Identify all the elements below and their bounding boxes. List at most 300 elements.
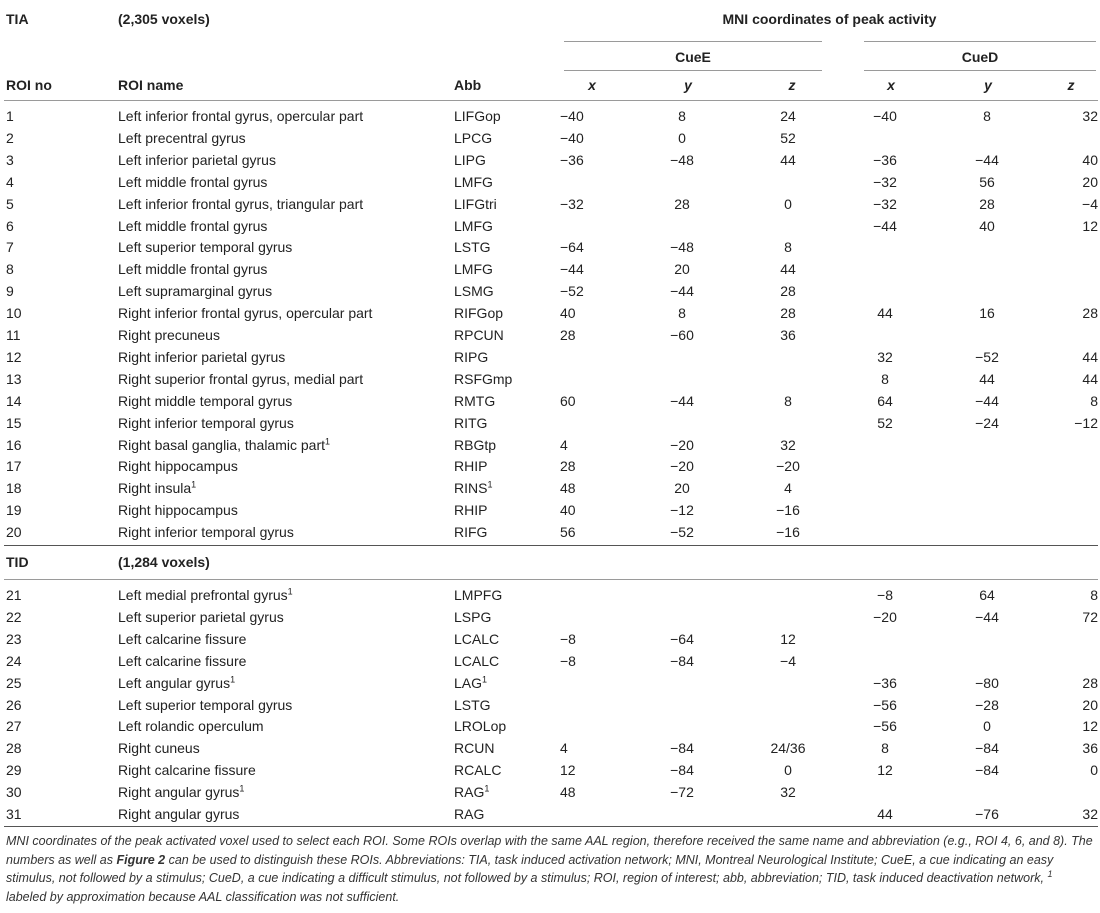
cued-z: −12 — [1074, 414, 1098, 431]
roi-abb — [454, 260, 493, 278]
roi-name — [118, 260, 267, 278]
cuee-z: 24/36 — [770, 740, 806, 757]
roi-name-text: Left superior temporal gyrus — [118, 239, 293, 256]
cuee-x: −44 — [560, 261, 584, 278]
roi-name — [118, 586, 293, 604]
roi-name-text: Left inferior frontal gyrus, opercular part — [118, 108, 364, 124]
cuee-z: 52 — [780, 129, 796, 146]
cued-z: −4 — [1082, 195, 1098, 212]
cuee-x: 48 — [560, 784, 576, 801]
table-row — [0, 105, 1100, 127]
roi-no: 3 — [6, 151, 14, 168]
roi-abb — [454, 436, 496, 454]
roi-abb-text: RHIP — [454, 458, 488, 475]
roi-abb — [454, 173, 493, 191]
cued-x: 52 — [877, 414, 893, 431]
roi-abb-text: LIPG — [454, 151, 486, 168]
roi-name — [118, 696, 292, 714]
roi-name-text: Right angular gyrus — [118, 806, 240, 822]
roi-abb — [454, 652, 499, 670]
roi-abb — [454, 674, 487, 692]
cued-y: 28 — [979, 195, 995, 212]
roi-name-text: Right precuneus — [118, 327, 220, 343]
cued-x: 8 — [881, 740, 889, 757]
table-row — [0, 477, 1100, 499]
roi-abb — [454, 717, 506, 735]
roi-no: 7 — [6, 239, 14, 256]
cued-z: 72 — [1082, 608, 1098, 625]
roi-no: 28 — [6, 740, 22, 757]
roi-abb — [454, 630, 499, 648]
cuee-y: −44 — [670, 392, 694, 409]
cuee-z: 24 — [780, 108, 796, 124]
cuee-z: 28 — [780, 283, 796, 300]
cuee-x: 4 — [560, 740, 568, 757]
roi-name-text: Left inferior parietal gyrus — [118, 151, 276, 168]
cued-y: −84 — [975, 740, 999, 757]
table-row — [0, 694, 1100, 716]
cuee-x: −40 — [560, 108, 584, 124]
roi-no: 13 — [6, 370, 22, 387]
table-row — [0, 215, 1100, 237]
cuee-x: −8 — [560, 630, 576, 647]
roi-abb — [454, 151, 486, 169]
roi-abb-text: RITG — [454, 414, 488, 431]
cuee-y: −44 — [670, 283, 694, 300]
mni-underline-cuee — [564, 41, 822, 42]
cuee-y: −72 — [670, 784, 694, 801]
roi-abb-text: LAG — [454, 674, 483, 691]
roi-name-text: Left angular gyrus — [118, 674, 231, 691]
roi-abb-text: RHIP — [454, 502, 488, 519]
cuee-x: 56 — [560, 524, 576, 541]
roi-name-text: Right insula — [118, 480, 192, 497]
roi-name-text: Right inferior temporal gyrus — [118, 414, 294, 431]
col-cued-x: x — [887, 77, 895, 93]
cued-x: 8 — [881, 370, 889, 387]
table-row — [0, 650, 1100, 672]
roi-abb-text: RBGtp — [454, 436, 497, 453]
cued-x: −32 — [873, 195, 897, 212]
roi-abb-text: RIPG — [454, 348, 489, 365]
roi-abb — [454, 696, 491, 714]
cued-y: −28 — [975, 696, 999, 713]
roi-abb — [454, 348, 488, 366]
cued-x: −8 — [877, 587, 893, 603]
roi-name-text: Left supramarginal gyrus — [118, 283, 273, 300]
cued-x: 12 — [877, 762, 893, 779]
cuee-y: 0 — [678, 129, 686, 146]
footnote-text-1: MNI coordinates of the peak activated voxel used to select each ROI. Some ROIs overlap with the same AAL region, therefore received the same name and abbreviation (e.g., ROI 4, 6, and 8). The numbers as well as — [6, 834, 1093, 867]
col-roi-no: ROI no — [6, 77, 52, 93]
roi-name — [118, 370, 363, 388]
roi-name-text: Left superior temporal gyrus — [118, 696, 293, 713]
table-row — [0, 455, 1100, 477]
roi-name — [118, 501, 238, 519]
roi-name — [118, 151, 276, 169]
table-row — [0, 584, 1100, 606]
roi-no: 22 — [6, 608, 22, 625]
table-bottom-rule — [4, 826, 1098, 827]
roi-no: 27 — [6, 718, 22, 735]
roi-abb-text: LROLop — [454, 718, 507, 735]
roi-name-footnote-mark: 1 — [287, 586, 293, 597]
cuee-z: 4 — [784, 480, 792, 497]
cuee-x: 4 — [560, 436, 568, 453]
cued-y: 40 — [979, 217, 995, 234]
footnote-text-2: can be used to distinguish these ROIs. Abbreviations: TIA, task induced activation network; MNI, Montreal Neurological Institute; CueE, a cue indicating an easy stimulus, not followed by a stimulus; CueD, a cue indicating a difficult stimulus, not followed by a stimulus; ROI, region of interest; abb, abbreviation; TID, task induced deactivation network, — [6, 852, 1054, 886]
roi-name-text: Right superior frontal gyrus, medial part — [118, 370, 364, 387]
roi-abb-text: RSFGmp — [454, 370, 513, 387]
roi-name-text: Right calcarine fissure — [118, 762, 256, 779]
roi-name — [118, 739, 200, 757]
cuee-z: −20 — [776, 458, 800, 475]
roi-no: 2 — [6, 129, 14, 146]
roi-abb-text: RCUN — [454, 740, 495, 757]
table-row — [0, 149, 1100, 171]
cuee-x: −64 — [560, 239, 584, 256]
cued-z: 28 — [1082, 674, 1098, 691]
roi-abb — [454, 304, 503, 322]
roi-no: 26 — [6, 696, 22, 713]
cued-z: 40 — [1082, 151, 1098, 168]
cued-x: 32 — [877, 348, 893, 365]
table-footnote — [6, 832, 1096, 906]
cuee-y: −48 — [670, 151, 694, 168]
table-row — [0, 781, 1100, 803]
cuee-y: 8 — [678, 305, 686, 322]
roi-name — [118, 761, 256, 779]
roi-name-text: Left calcarine fissure — [118, 652, 247, 669]
cuee-y: 20 — [674, 480, 690, 497]
cued-underline — [864, 70, 1096, 71]
tid-voxels: (1,284 voxels) — [118, 554, 210, 570]
roi-no: 16 — [6, 436, 22, 453]
roi-name-text: Right angular gyrus — [118, 784, 240, 801]
footnote-text-3: labeled by approximation because AAL classification was not sufficient. — [6, 889, 400, 904]
cuee-x: −8 — [560, 652, 576, 669]
roi-name-text: Right inferior frontal gyrus, opercular part — [118, 305, 373, 322]
cued-x: −36 — [873, 151, 897, 168]
roi-name — [118, 805, 239, 823]
col-roi-name: ROI name — [118, 77, 184, 93]
roi-name-text: Left medial prefrontal gyrus — [118, 587, 288, 603]
roi-no: 23 — [6, 630, 22, 647]
roi-no: 19 — [6, 502, 22, 519]
mni-title: MNI coordinates of peak activity — [722, 11, 937, 27]
roi-name — [118, 783, 244, 801]
tid-header-rule — [4, 579, 1098, 580]
roi-abb-text: LMPFG — [454, 587, 503, 603]
roi-name — [118, 436, 330, 454]
cuee-y: −84 — [670, 740, 694, 757]
roi-abb — [454, 783, 489, 801]
roi-name — [118, 282, 272, 300]
cuee-z: −16 — [776, 502, 800, 519]
cued-z: 32 — [1082, 806, 1098, 822]
roi-no: 8 — [6, 261, 14, 278]
cuee-label: CueE — [675, 49, 711, 65]
cuee-x: −40 — [560, 129, 584, 146]
cued-z: 8 — [1090, 587, 1098, 603]
roi-name — [118, 523, 294, 541]
cuee-y: 28 — [674, 195, 690, 212]
cued-x: −36 — [873, 674, 897, 691]
cued-y: −44 — [975, 392, 999, 409]
cued-z: 12 — [1082, 718, 1098, 735]
cued-y: 64 — [979, 587, 995, 603]
roi-abb-text: LSMG — [454, 283, 494, 300]
roi-no: 11 — [6, 327, 21, 343]
cued-label: CueD — [961, 49, 999, 65]
table-row — [0, 434, 1100, 456]
cuee-z: 32 — [780, 436, 796, 453]
table-row — [0, 759, 1100, 781]
cued-z: 32 — [1082, 108, 1098, 124]
table-row — [0, 171, 1100, 193]
cuee-y: −64 — [670, 630, 694, 647]
cued-y: 16 — [979, 305, 995, 322]
roi-no: 18 — [6, 480, 22, 497]
tid-label: TID — [6, 554, 29, 570]
roi-abb-text: LSTG — [454, 696, 491, 713]
roi-abb — [454, 739, 494, 757]
cuee-z: 36 — [780, 327, 796, 343]
col-abb: Abb — [454, 77, 482, 93]
footnote-figure-ref: Figure 2 — [116, 852, 166, 867]
roi-name — [118, 479, 196, 497]
cued-y: 44 — [979, 370, 995, 387]
cuee-y: −84 — [670, 652, 694, 669]
roi-name-text: Right hippocampus — [118, 502, 238, 519]
roi-no: 12 — [6, 348, 22, 365]
tia-section-rule — [4, 545, 1098, 546]
roi-name-text: Right inferior parietal gyrus — [118, 348, 286, 365]
tia-voxels: (2,305 voxels) — [118, 11, 210, 27]
roi-abb — [454, 457, 487, 475]
roi-name-text: Left inferior frontal gyrus, triangular part — [118, 195, 364, 212]
roi-abb — [454, 129, 492, 147]
roi-abb-footnote-mark: 1 — [484, 783, 490, 794]
roi-name-footnote-mark: 1 — [230, 673, 236, 684]
cuee-x: 12 — [560, 762, 576, 779]
cuee-y: 20 — [674, 261, 690, 278]
roi-abb — [454, 370, 512, 388]
roi-name — [118, 652, 246, 670]
cued-y: 56 — [979, 173, 995, 190]
cued-y: 8 — [983, 108, 991, 124]
cued-y: 0 — [983, 718, 991, 735]
roi-abb-text: RINS — [454, 480, 488, 497]
roi-name — [118, 348, 285, 366]
table-row — [0, 258, 1100, 280]
cued-x: −40 — [873, 108, 897, 124]
roi-name-text: Right middle temporal gyrus — [118, 392, 293, 409]
cued-y: −24 — [975, 414, 999, 431]
roi-name — [118, 392, 292, 410]
roi-name-text: Left middle frontal gyrus — [118, 173, 268, 190]
cuee-x: 48 — [560, 480, 576, 497]
cued-y: −80 — [975, 674, 999, 691]
cued-x: −32 — [873, 173, 897, 190]
roi-no: 29 — [6, 762, 22, 779]
cued-y: −84 — [975, 762, 999, 779]
roi-abb-text: LMFG — [454, 217, 493, 234]
roi-abb-text: RPCUN — [454, 327, 504, 343]
roi-abb — [454, 608, 491, 626]
roi-name-text: Left calcarine fissure — [118, 630, 247, 647]
roi-abb-text: RIFGop — [454, 305, 504, 322]
roi-name-text: Left middle frontal gyrus — [118, 261, 268, 278]
col-cuee-z: z — [788, 77, 796, 93]
roi-name — [118, 238, 292, 256]
roi-no: 31 — [6, 806, 22, 822]
cuee-y: 8 — [678, 108, 686, 124]
table-row — [0, 521, 1100, 543]
header-bottom-rule — [4, 100, 1098, 101]
cuee-x: 40 — [560, 502, 576, 519]
cuee-x: −36 — [560, 151, 584, 168]
cuee-y: −60 — [670, 327, 694, 343]
col-cuee-x: x — [588, 77, 596, 93]
cuee-z: 0 — [784, 195, 792, 212]
table-row — [0, 127, 1100, 149]
roi-no: 25 — [6, 674, 22, 691]
cuee-z: 32 — [780, 784, 796, 801]
cued-z: 28 — [1082, 305, 1098, 322]
roi-no: 17 — [6, 458, 22, 475]
cued-z: 44 — [1082, 370, 1098, 387]
roi-abb-text: LSPG — [454, 608, 492, 625]
roi-no: 14 — [6, 392, 22, 409]
cued-y: −44 — [975, 151, 999, 168]
roi-abb-text: LMFG — [454, 173, 493, 190]
roi-abb — [454, 195, 497, 213]
cued-z: 12 — [1082, 217, 1098, 234]
cued-x: −44 — [873, 217, 897, 234]
table-row — [0, 715, 1100, 737]
cuee-z: 28 — [780, 305, 796, 322]
roi-abb-text: RCALC — [454, 762, 502, 779]
roi-name-text: Left precentral gyrus — [118, 129, 246, 146]
roi-name — [118, 717, 264, 735]
table-row — [0, 324, 1100, 346]
table-row — [0, 628, 1100, 650]
roi-name-footnote-mark: 1 — [325, 435, 331, 446]
roi-abb — [454, 107, 501, 125]
footnote-sup: 1 — [1047, 869, 1053, 880]
cued-y: −44 — [975, 608, 999, 625]
roi-abb-text: RAG — [454, 806, 485, 822]
mni-underline-cued — [864, 41, 1096, 42]
cued-z: 36 — [1082, 740, 1098, 757]
roi-name — [118, 630, 246, 648]
roi-name — [118, 217, 267, 235]
roi-abb — [454, 523, 487, 541]
roi-no: 6 — [6, 217, 14, 234]
cuee-y: −12 — [670, 502, 694, 519]
roi-name-text: Left middle frontal gyrus — [118, 217, 268, 234]
roi-name — [118, 129, 246, 147]
cuee-y: −48 — [670, 239, 694, 256]
table-row — [0, 302, 1100, 324]
roi-abb — [454, 586, 502, 604]
roi-abb — [454, 761, 501, 779]
cuee-x: 28 — [560, 458, 576, 475]
table-row — [0, 236, 1100, 258]
cued-x: 44 — [877, 305, 893, 322]
cued-z: 20 — [1082, 173, 1098, 190]
table-row — [0, 606, 1100, 628]
cuee-x: −52 — [560, 283, 584, 300]
table-row — [0, 803, 1100, 825]
roi-abb-footnote-mark: 1 — [487, 479, 493, 490]
table-row — [0, 737, 1100, 759]
roi-abb — [454, 326, 504, 344]
cuee-z: 12 — [780, 630, 796, 647]
cued-z: 8 — [1090, 392, 1098, 409]
cued-y: −76 — [975, 806, 999, 822]
roi-name — [118, 457, 238, 475]
roi-abb-footnote-mark: 1 — [482, 673, 488, 684]
roi-no: 9 — [6, 283, 14, 300]
roi-name-text: Right hippocampus — [118, 458, 238, 475]
cuee-x: 60 — [560, 392, 576, 409]
cued-z: 44 — [1082, 348, 1098, 365]
roi-abb — [454, 392, 495, 410]
roi-name — [118, 173, 267, 191]
roi-abb — [454, 805, 484, 823]
table-row — [0, 346, 1100, 368]
roi-abb — [454, 501, 487, 519]
roi-name-text: Right cuneus — [118, 740, 200, 757]
roi-abb-text: LPCG — [454, 129, 493, 146]
cuee-underline — [564, 70, 822, 71]
cued-x: 44 — [877, 806, 893, 822]
table-row — [0, 499, 1100, 521]
cuee-z: −4 — [780, 652, 796, 669]
cuee-z: −16 — [776, 524, 800, 541]
cuee-y: −84 — [670, 762, 694, 779]
roi-abb-text: RIFG — [454, 524, 488, 541]
roi-abb — [454, 282, 494, 300]
roi-abb-text: LCALC — [454, 652, 500, 669]
roi-abb — [454, 217, 493, 235]
roi-abb — [454, 238, 491, 256]
roi-name — [118, 608, 284, 626]
cuee-z: 44 — [780, 151, 796, 168]
col-cuee-y: y — [684, 77, 692, 93]
roi-abb-text: LMFG — [454, 261, 493, 278]
cuee-y: −52 — [670, 524, 694, 541]
table-row — [0, 193, 1100, 215]
roi-abb-text: LCALC — [454, 630, 500, 647]
roi-name — [118, 107, 363, 125]
cuee-x: −32 — [560, 195, 584, 212]
roi-abb-text: LIFGtri — [454, 195, 497, 212]
roi-no: 15 — [6, 414, 22, 431]
cuee-x: 28 — [560, 327, 576, 343]
roi-no: 10 — [6, 305, 22, 322]
tia-label: TIA — [6, 11, 29, 27]
roi-abb — [454, 479, 492, 497]
roi-no: 20 — [6, 524, 22, 541]
roi-abb-text: RAG — [454, 784, 485, 801]
cuee-z: 8 — [784, 239, 792, 256]
table-row — [0, 412, 1100, 434]
roi-abb-text: LSTG — [454, 239, 491, 256]
cuee-x: 40 — [560, 305, 576, 322]
